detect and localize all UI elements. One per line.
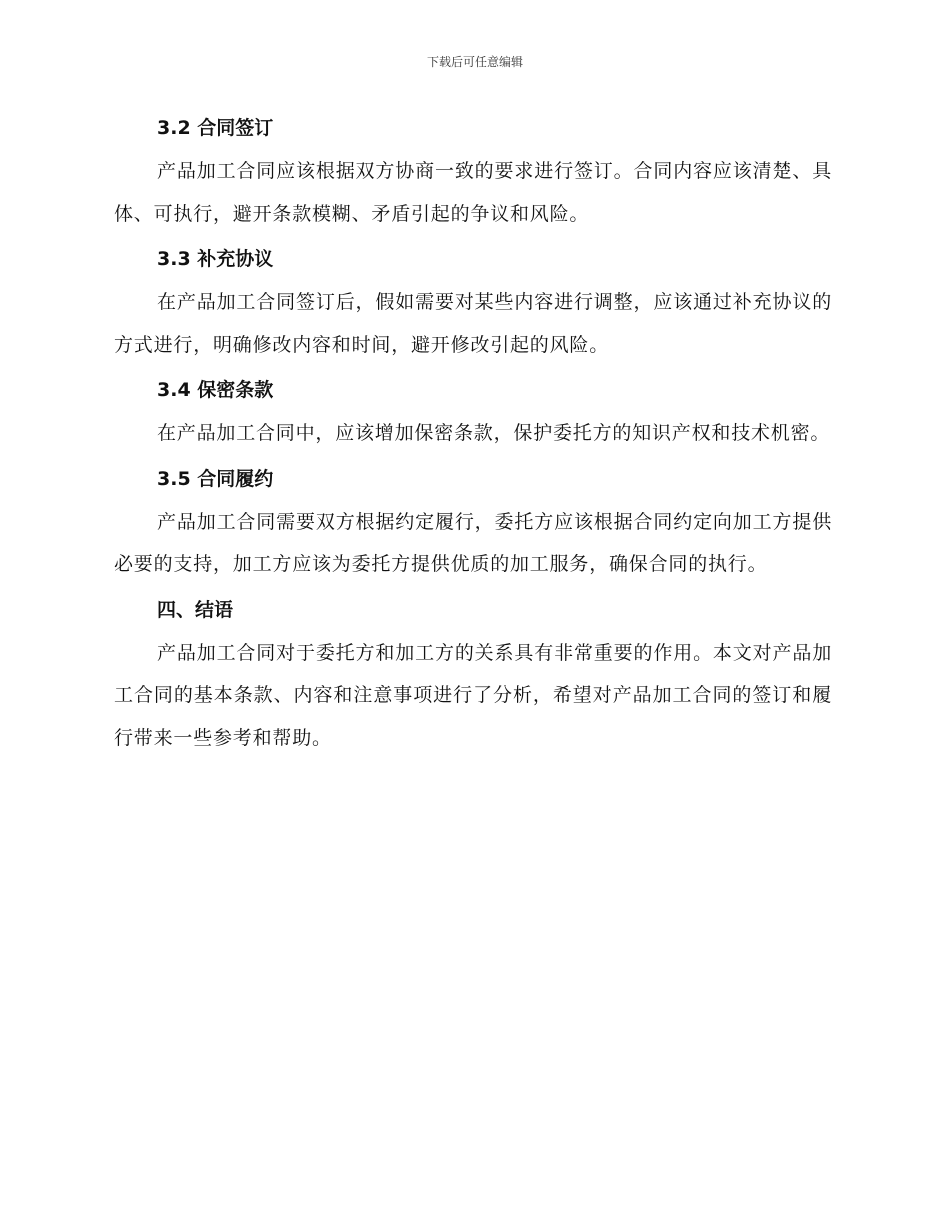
section-3-3 — [114, 239, 832, 366]
section-paragraph: 产品加工合同需要双方根据约定履行，委托方应该根据合同约定向加工方提供必要的支持，加工方应该为委托方提供优质的加工服务，确保合同的执行。 — [114, 510, 832, 575]
section-heading: 3.3 补充协议 — [157, 248, 274, 270]
page-header: 下载后可任意编辑 — [426, 55, 523, 69]
section-heading: 四、结语 — [157, 598, 234, 621]
section-paragraph: 产品加工合同应该根据双方协商一致的要求进行签订。合同内容应该清楚、具体、可执行，避开条款模糊、矛盾引起的争议和风险。 — [114, 160, 832, 225]
section-heading: 3.4 保密条款 — [157, 379, 274, 401]
section-3-4 — [114, 370, 832, 455]
section-conclusion — [114, 590, 832, 760]
document-body — [114, 108, 832, 763]
section-paragraph: 在产品加工合同签订后，假如需要对某些内容进行调整，应该通过补充协议的方式进行，明确修改内容和时间，避开修改引起的风险。 — [114, 291, 832, 356]
section-3-5 — [114, 459, 832, 586]
section-3-2 — [114, 108, 832, 235]
section-heading: 3.2 合同签订 — [157, 117, 274, 139]
section-paragraph: 产品加工合同对于委托方和加工方的关系具有非常重要的作用。本文对产品加工合同的基本条款、内容和注意事项进行了分析，希望对产品加工合同的签订和履行带来一些参考和帮助。 — [114, 641, 832, 749]
section-heading: 3.5 合同履约 — [157, 467, 274, 490]
section-paragraph: 在产品加工合同中，应该增加保密条款，保护委托方的知识产权和技术机密。 — [157, 422, 831, 444]
